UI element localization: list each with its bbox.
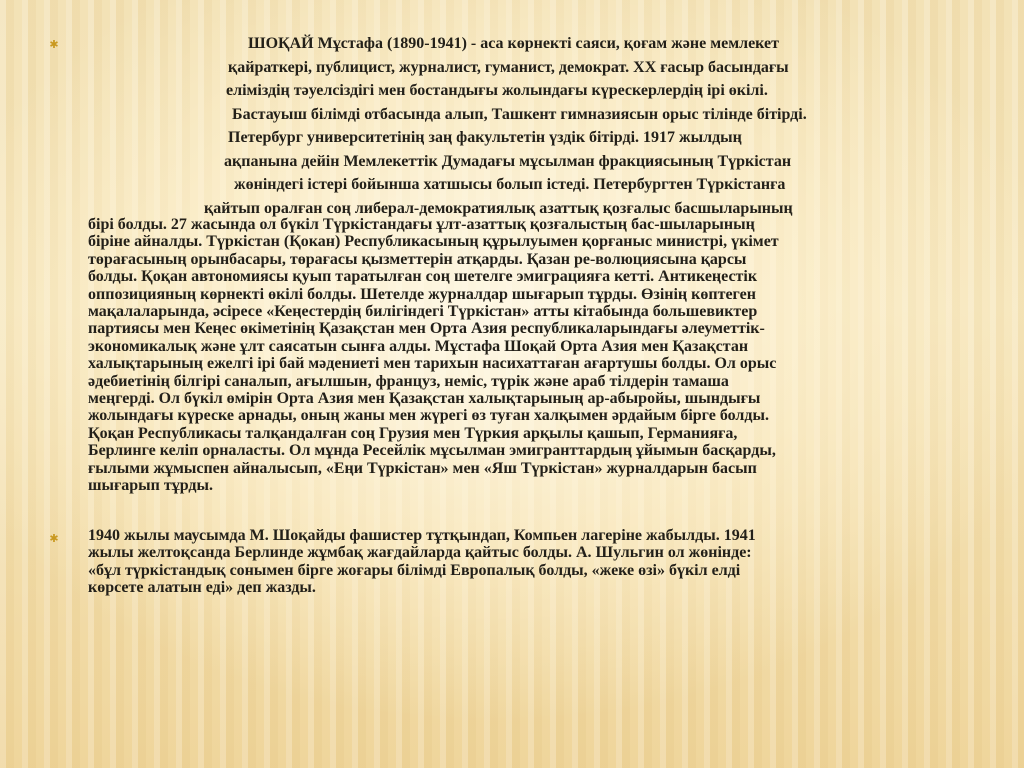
- body-line: Қоқан Республикасы талқандалған соң Грузия мен Түркия арқылы қашып, Германияға,: [88, 424, 738, 442]
- body-line: шығарып тұрды.: [88, 477, 214, 495]
- body-line: бірі болды. 27 жасында ол бүкіл Түркістандағы ұлт-азаттық қозғалыстың бас-шыларының: [88, 216, 755, 233]
- body-line: меңгерді. Ол бүкіл өмірін Орта Азия мен Қазақстан халықтарының ар-абыройы, шындығы: [88, 390, 761, 408]
- lead-line: ШОҚАЙ Мұстафа (1890-1941) - аса көрнекті саяси, қоғам және мемлекет: [248, 35, 779, 52]
- body-line: көрсете алатын еді» деп жазды.: [88, 579, 316, 597]
- star-bullet-icon: ✱: [49, 38, 59, 51]
- body-paragraph-1: [88, 216, 948, 495]
- body-line: төрағасының орынбасары, төрағасы қызметтерін атқарды. Қазан ре-волюциясына қарсы: [88, 250, 747, 268]
- body-line: ғылыми жұмыспен айналысып, «Еңи Түркістан» мен «Яш Түркістан» журналдарын басып: [88, 459, 757, 477]
- body-line: партиясы мен Кеңес өкіметінің Қазақстан мен Орта Азия республикаларындағы әлеуметтік-: [88, 320, 765, 338]
- body-line: халықтарының ежелгі ірі бай мәдениеті мен тарихын насихаттаған ағартушы болды. Ол орыс: [88, 355, 777, 373]
- lead-line: Петербург университетінің заң факультетін үздік бітірді. 1917 жылдың: [228, 129, 742, 146]
- body-line: Берлинге келіп орналасты. Ол мұнда Ресейлік мұсылман эмигранттардың ұйымын басқарды,: [88, 442, 776, 460]
- body-line: мақалаларында, әсіресе «Кеңестердің билігіндегі Түркістан» атты кітабында большевиктер: [88, 303, 758, 321]
- body-line: жолындағы күреске арнады, оның жаны мен жүрегі өз туған халқымен әрдайым бірге болды.: [88, 407, 769, 425]
- lead-line: жөніндегі істері бойынша хатшысы болып істеді. Петербургтен Түркістанға: [234, 176, 786, 193]
- lead-line: еліміздің тәуелсіздігі мен бостандығы жолындағы күрескерлердің ірі өкілі.: [226, 82, 768, 99]
- body-line: 1940 жылы маусымда М. Шоқайды фашистер тұтқындап, Компьен лагеріне жабылды. 1941: [88, 527, 756, 544]
- body-line: әдебиетінің білгірі саналып, ағылшын, француз, неміс, түрік және араб тілдерін тамаша: [88, 372, 729, 390]
- lead-line: қайраткері, публицист, журналист, гуманист, демократ. ХХ ғасыр басындағы: [228, 59, 789, 76]
- body-line: жылы желтоқсанда Берлинде жұмбақ жағдайларда қайтыс болды. А. Шульгин ол жөнінде:: [88, 544, 752, 562]
- body-line: болды. Қоқан автономиясы қуып таратылған соң шетелге эмиграцияға кетті. Антикеңестік: [88, 268, 758, 286]
- lead-line: қайтып оралған соң либерал-демократиялық азаттық қозғалыс басшыларының: [204, 200, 793, 217]
- star-bullet-icon: ✱: [49, 532, 59, 545]
- body-line: біріне айналды. Түркістан (Қокан) Республикасының құрылуымен қорғаныс министрі, үкімет: [88, 233, 779, 251]
- body-paragraph-2: [88, 527, 948, 597]
- lead-line: Бастауыш білімді отбасында алып, Ташкент гимназиясын орыс тілінде бітірді.: [232, 106, 807, 123]
- lead-line: ақпанына дейін Мемлекеттік Думадағы мұсылман фракциясының Түркістан: [224, 153, 792, 170]
- body-line: экономикалық және ұлт саясатын сынға алды. Мұстафа Шоқай Орта Азия мен Қазақстан: [88, 337, 749, 355]
- body-line: оппозицияның көрнекті өкілі болды. Шетелде журналдар шығарып тұрды. Өзінің көптеген: [88, 285, 756, 303]
- body-line: «бұл түркістандық сонымен бірге жоғары білімді Европалық болды, «жеке өзі» бүкіл елді: [88, 561, 741, 579]
